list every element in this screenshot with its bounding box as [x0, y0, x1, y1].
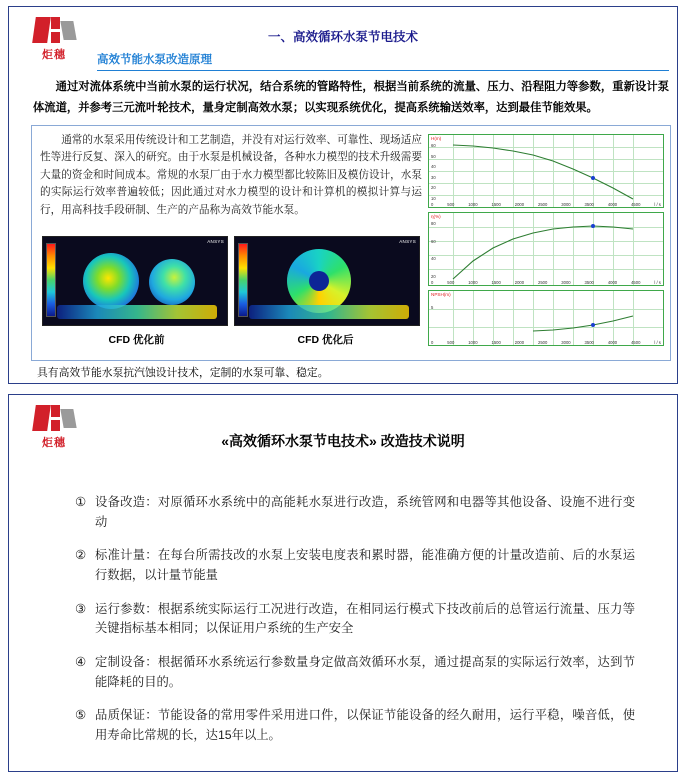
list-item-number: ③ [75, 601, 87, 616]
slide-subtitle: 高效节能水泵改造原理 [97, 54, 212, 66]
chart-efficiency-ylabel: η(%) [431, 214, 441, 219]
list-item-text: 品质保证：节能设备的常用零件采用进口件，以保证节能设备的经久耐用，运行平稳，噪音低，使用寿命比常规的长，达15年以上。 [95, 708, 635, 743]
left-column [40, 132, 422, 219]
cfd-image-before [42, 236, 228, 326]
chart-npsh-xticks: 0 500 1000 1500 2000 2500 3000 3500 4000 4500 l / s [431, 340, 661, 345]
chart-npsh-ylabel: NPSH(m) [431, 292, 451, 297]
slide-bottom [8, 394, 678, 772]
ansys-watermark: ANSYS [399, 239, 416, 244]
list-item-text: 设备改造：对原循环水系统中的高能耗水泵进行改造，系统管网和电器等其他设备、设施不进行变动 [95, 495, 635, 529]
subtitle-divider [97, 70, 669, 71]
cfd-caption-before: CFD 优化前 [108, 334, 165, 346]
cfd-image-row [42, 236, 420, 336]
chart-efficiency [428, 212, 664, 286]
body-paragraph: 通常的水泵采用传统设计和工艺制造，并没有对运行效率、可靠性、现场适应性等进行反复、深入的研究。由于水泵是机械设备，各种水力模型的技术升级需要大量的资金和时间成本。常规的水泵厂由于水力模型都比较陈旧及模仿设计，水泵的实际运行效率普遍较低；因此通过对水力模型的设计和计算机的模拟计算与运行，用高科技手段研制、生产的产品称为高效节能水泵。 [40, 134, 422, 216]
logo-text: 炬穗 [42, 437, 66, 449]
list-item [75, 653, 635, 692]
list-item-number: ② [75, 548, 87, 563]
chart-head [428, 134, 664, 208]
list-item-number: ④ [75, 655, 87, 670]
logo-text: 炬穗 [42, 49, 66, 61]
slide-footer-note: 具有高效节能水泵抗汽蚀设计技术，定制的水泵可靠、稳定。 [37, 367, 329, 379]
list-item-text: 标准计量：在每台所需技改的水泵上安装电度表和累时器，能准确方便的计量改造前、后的水泵运行数据，以计量节能量 [95, 548, 635, 583]
technical-notes-list [75, 493, 635, 760]
slide-top [8, 6, 678, 384]
list-item [75, 493, 635, 532]
chart-npsh-yticks: 5 [431, 305, 434, 310]
colorbar-icon [238, 243, 248, 317]
lead-paragraph: 通过对流体系统中当前水泵的运行状况，结合系统的管路特性，根据当前系统的流量、压力、沿程阻力等参数，重新设计泵体流道，并参考三元流叶轮技术，量身定制高效水泵；以实现系统优化，提高系统输送效率，达到最佳节能效果。 [33, 81, 669, 114]
list-item-number: ① [75, 495, 87, 509]
chart-head-ylabel: H(m) [431, 136, 442, 141]
list-item-number: ⑤ [75, 708, 87, 723]
chart-head-yticks: 60 50 40 30 20 10 [431, 143, 436, 201]
list-item [75, 706, 635, 745]
logo-mark-icon [28, 405, 80, 432]
list-item [75, 600, 635, 639]
chart-efficiency-line [429, 213, 665, 287]
list-item [75, 546, 635, 585]
chart-head-xticks: 0 500 1000 1500 2000 2500 3000 3500 4000 4500 l / s [431, 202, 661, 207]
chart-efficiency-xticks: 0 500 1000 1500 2000 2500 3000 3500 4000 4500 l / s [431, 280, 661, 285]
cfd-caption-after: CFD 优化后 [297, 334, 354, 346]
colorbar-icon [46, 243, 56, 317]
list-item-text: 运行参数：根据系统实际运行工况进行改造，在相同运行模式下技改前后的总管运行流量、压力等关键指标基本相同；以保证用户系统的生产安全 [95, 601, 635, 636]
chart-npsh [428, 290, 664, 346]
cfd-image-after [234, 236, 420, 326]
slide-title: 一、高效循环水泵节电技术 [267, 30, 418, 44]
ansys-watermark: ANSYS [207, 239, 224, 244]
chart-efficiency-yticks: 80 60 40 20 [431, 221, 436, 279]
cfd-caption-row [42, 332, 420, 347]
chart-npsh-line [429, 291, 665, 347]
pump-curve-charts [428, 134, 664, 350]
chart-head-line [429, 135, 665, 209]
list-item-text: 定制设备：根据循环水系统运行参数量身定做高效循环水泵，通过提高泵的实际运行效率，达到节能降耗的目的。 [95, 655, 635, 689]
content-box [31, 125, 671, 361]
slide-title: «高效循环水泵节电技术» 改造技术说明 [221, 433, 465, 449]
